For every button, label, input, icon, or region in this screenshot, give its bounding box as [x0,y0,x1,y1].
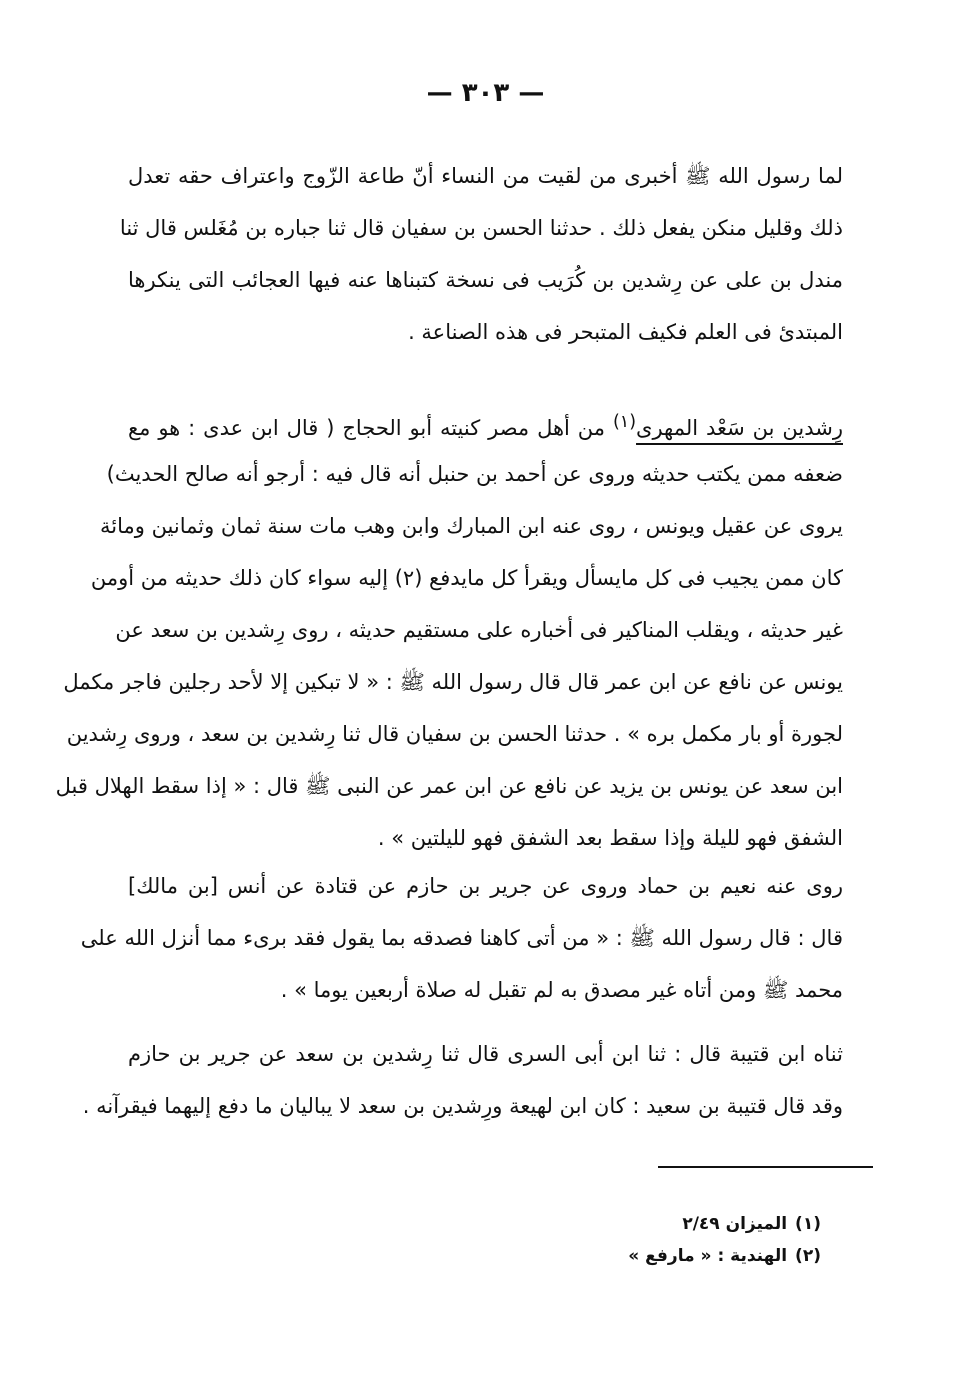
text-line: من أهل مصر كنيته أبو الحجاج ( قال ابن عدى : هو مع [128,416,606,440]
footnote-mark: (١) [612,412,637,432]
text-line: محمد ﷺ ومن أتاه غير مصدق به لم تقبل له صلاة أربعين يوما » . [280,978,843,1002]
footnote-reference: ٢/٤٩ [682,1214,720,1234]
footnotes [521,1208,821,1272]
footnote-text: الميزان [725,1214,788,1234]
page-number: — ٣٠٣ — [426,78,545,108]
text-line: قال : قال رسول الله ﷺ : « من أتى كاهنا فصدقه بما يقول فقد برىء مما أنزل الله على [80,926,843,950]
text-line: ابن سعد عن يونس بن يزيد عن نافع عن ابن عمر عن النبى ﷺ قال : « إذا سقط الهلال قبل [55,774,843,798]
text-line-with-heading [128,396,843,448]
text-line: ذلك وقليل منكن يفعل ذلك . حدثنا الحسن بن سفيان قال ثنا جباره بن مُغَلس قال ثنا [119,216,843,240]
text-line: وقد قال قتيبة بن سعيد : كان ابن لهيعة ورِشدين بن سعد لا يباليان ما دفع إليهما فيقرآنه . [82,1094,843,1118]
paragraph-4 [82,1028,843,1132]
text-line: الشفق فهو لليلة وإذا سقط بعد الشفق فهو لليلتين » . [377,826,843,850]
text-line: مندل بن على عن رِشدين بن كُرَيب فى نسخة كتبناها عنه فيها العجائب التى ينكرها [128,268,843,292]
footnote-number: (١) [795,1214,821,1234]
paragraph-1 [119,150,843,358]
text-line: ضعفه ممن يكتب حديثه وروى عن أحمد بن حنبل أنه قال فيه : أرجو أنه صالح الحديث) [106,462,843,486]
footnote-item [521,1240,821,1272]
text-line: لما رسول الله ﷺ أخبرى من لقيت من النساء أنّ طاعة الزّوج واعتراف حقه تعدل [128,164,843,188]
footnote-text: الهندية : « مارفع » [628,1246,788,1266]
text-line: ثناه ابن قتيبة قال : ثنا ابن أبى السرى قال ثنا رِشدين بن سعد عن جرير بن حازم [128,1042,843,1066]
text-line: روى عنه نعيم بن حماد وروى عن جرير بن حازم عن قتادة عن أنس [بن مالك] [128,874,843,898]
text-line: المبتدئ فى العلم فكيف المتبحر فى هذه الصناعة . [408,320,843,344]
footnote-number: (٢) [795,1246,821,1266]
paragraph-3 [80,860,843,1016]
footnote-divider [658,1166,873,1168]
footnote-item [521,1208,821,1240]
paragraph-2 [55,396,843,864]
text-line: يروى عن عقيل ويونس ، روى عنه ابن المبارك وابن وهب مات سنة ثمان وثمانين ومائة [100,514,843,538]
text-line: غير حديثه ، ويقلب المناكير فى أخباره على مستقيم حديثه ، روى رِشدين بن سعد عن [115,618,843,642]
text-line: يونس عن نافع عن ابن عمر قال قال رسول الله ﷺ : « لا تبكين إلا لأحد رجلين فاجر مكمل [63,670,843,694]
text-line: لجورة أو بار مكمل بره » . حدثنا الحسن بن سفيان قال ثنا رِشدين بن سعد ، وروى رِشدين [66,722,843,746]
entry-heading: رِشدين بن سَعْد المهرى [636,416,843,440]
text-line: كان ممن يجيب فى كل مايسأل ويقرأ كل مايدفع (٢) إليه سواء كان ذلك حديثه من أومن [90,566,843,590]
